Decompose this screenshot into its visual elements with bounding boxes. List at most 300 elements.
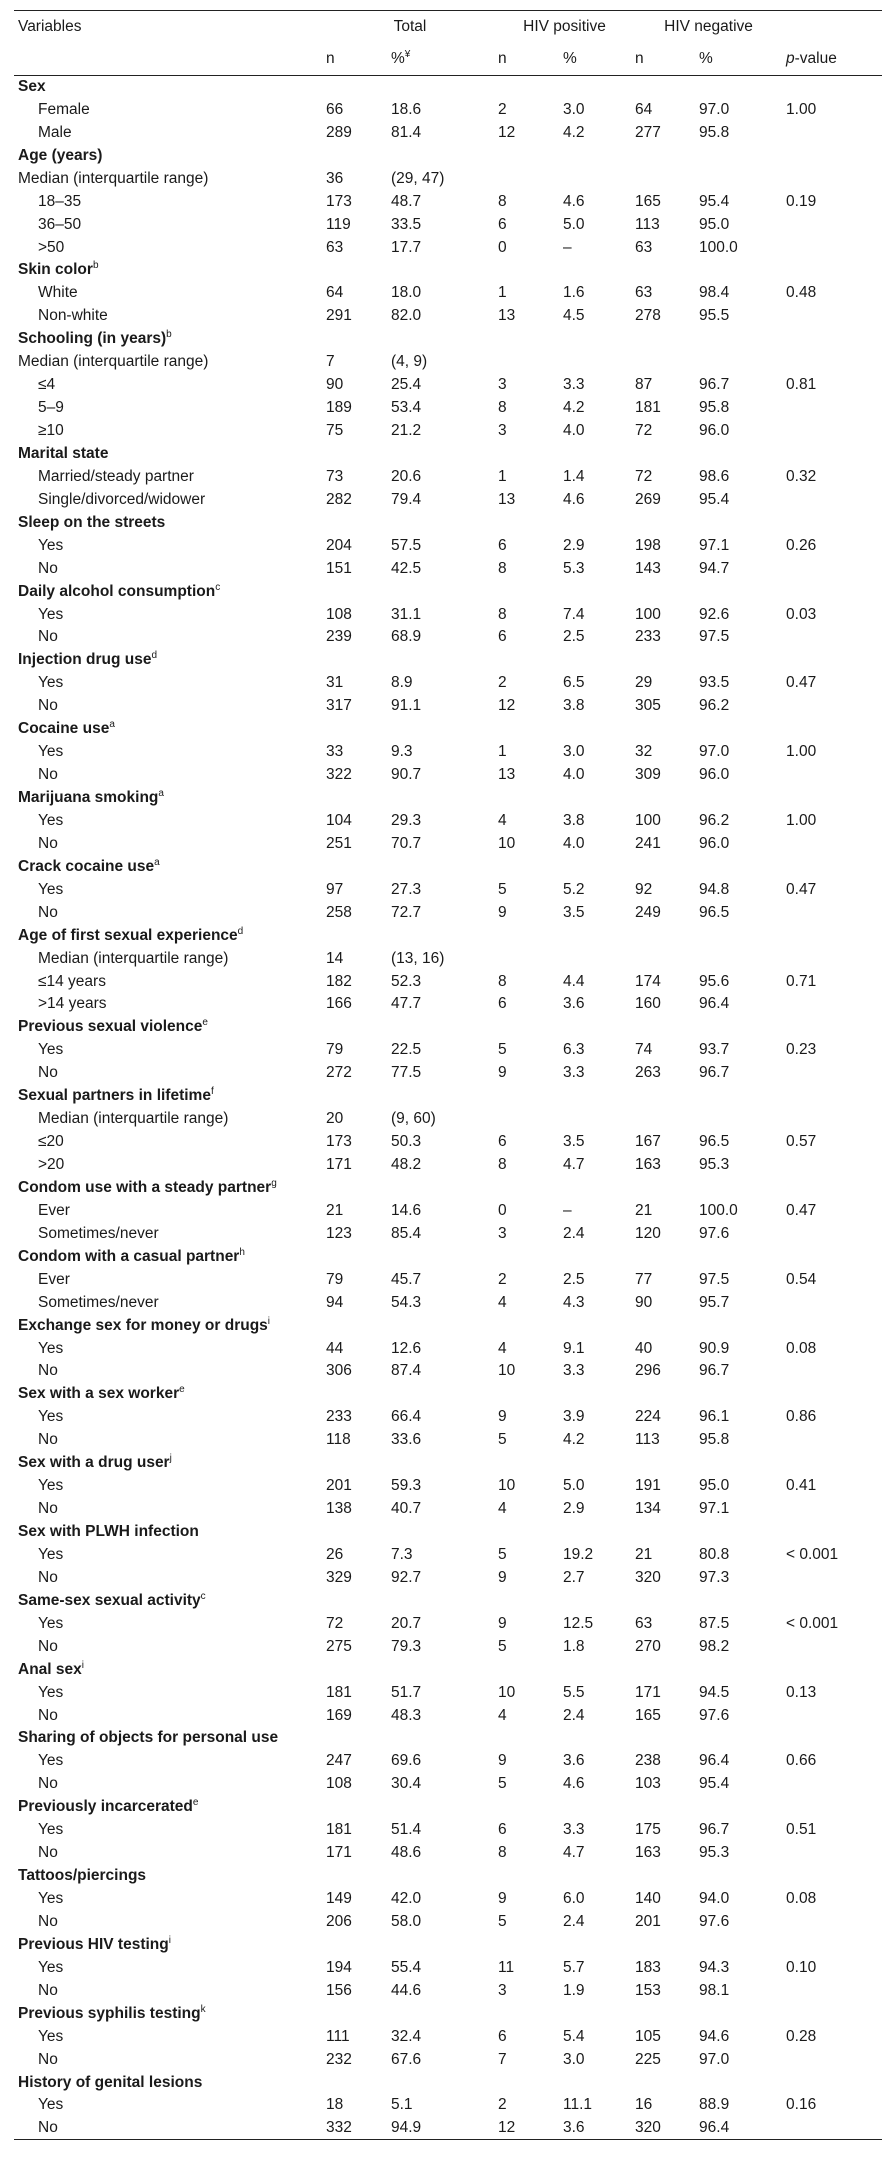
p-value-cell: 1.00 [786, 811, 817, 829]
table-row [14, 878, 882, 901]
row-label: ≤14 years [38, 972, 106, 990]
row-label: No [38, 559, 58, 577]
pvalue-suffix: -value [794, 49, 837, 67]
negative-pct-cell: 94.8 [699, 880, 730, 898]
row-label: Female [38, 100, 90, 118]
row-label: 18–35 [38, 192, 82, 210]
pvalue-italic-p: p [786, 49, 795, 67]
positive-n-cell: 4 [498, 1339, 507, 1357]
total-n-cell: 317 [326, 697, 352, 715]
positive-n-cell: 5 [498, 1041, 507, 1059]
section-label [14, 1314, 882, 1337]
row-label: Yes [38, 880, 64, 898]
section-label [14, 511, 882, 534]
positive-n-cell: 4 [498, 1293, 507, 1311]
positive-n-cell: 9 [498, 1614, 507, 1632]
negative-n-cell [631, 1108, 695, 1131]
positive-pct-cell: 2.9 [563, 1500, 585, 1518]
negative-n-header: n [631, 42, 695, 76]
section-label-text: Schooling (in years) [18, 330, 167, 348]
negative-n-cell: 21 [635, 1201, 653, 1219]
positive-n-cell: 8 [498, 399, 507, 417]
positive-n-cell: 0 [498, 238, 507, 256]
table-row [14, 947, 882, 970]
p-value-cell [782, 764, 882, 787]
positive-n-cell: 5 [498, 1637, 507, 1655]
positive-pct-cell: 3.3 [563, 376, 585, 394]
total-n-cell: 63 [326, 238, 344, 256]
total-n-cell: 151 [326, 559, 352, 577]
positive-pct-cell [559, 167, 631, 190]
footnote-marker: c [200, 1590, 206, 1602]
section-label-text: Tattoos/piercings [18, 1867, 147, 1885]
negative-pct-cell: 87.5 [699, 1614, 730, 1632]
section-label [14, 1933, 882, 1956]
total-n-cell: 149 [326, 1890, 352, 1908]
table-row [14, 1360, 882, 1383]
positive-pct-cell: 3.6 [563, 1752, 585, 1770]
total-pct-cell: 5.1 [391, 2096, 413, 2114]
positive-n-cell: 4 [498, 811, 507, 829]
negative-pct-cell: 98.2 [699, 1637, 730, 1655]
section-header-row [14, 1521, 882, 1544]
table-row [14, 236, 882, 259]
section-label-text: Cocaine use [18, 720, 110, 738]
row-label: Ever [38, 1201, 70, 1219]
table-row [14, 603, 882, 626]
negative-n-cell: 269 [635, 490, 661, 508]
total-n-header: n [322, 42, 387, 76]
section-header-row [14, 580, 882, 603]
table-row [14, 282, 882, 305]
negative-pct-cell: 96.2 [699, 811, 730, 829]
positive-pct-cell: 1.4 [563, 467, 585, 485]
section-label-text: Sex with PLWH infection [18, 1523, 199, 1541]
negative-pct-cell: 96.0 [699, 766, 730, 784]
positive-n-cell: 4 [498, 1500, 507, 1518]
section-header-row [14, 718, 882, 741]
total-pct-cell: 48.2 [391, 1156, 422, 1174]
negative-pct-cell: 100.0 [699, 238, 738, 256]
header-row-columns [14, 42, 882, 76]
negative-n-cell: 165 [635, 1706, 661, 1724]
section-header-row [14, 649, 882, 672]
p-value-cell [782, 993, 882, 1016]
section-label-text: Age (years) [18, 146, 103, 164]
p-value-cell [782, 2048, 882, 2071]
row-label: Yes [38, 2096, 64, 2114]
table-row [14, 1750, 882, 1773]
table-row [14, 993, 882, 1016]
positive-n-cell: 4 [498, 1706, 507, 1724]
hiv-positive-group-header: HIV positive [494, 11, 631, 43]
row-label: Sometimes/never [38, 1293, 159, 1311]
section-label-text: Exchange sex for money or drugs [18, 1316, 268, 1334]
table-row [14, 1406, 882, 1429]
total-n-cell: 206 [326, 1912, 352, 1930]
section-label [14, 1085, 882, 1108]
table-row [14, 488, 882, 511]
positive-pct-cell: 5.3 [563, 559, 585, 577]
positive-pct-cell: 2.5 [563, 628, 585, 646]
row-label: Single/divorced/widower [38, 490, 206, 508]
table-row [14, 1131, 882, 1154]
table-row [14, 1154, 882, 1177]
section-label-text: Sleep on the streets [18, 513, 166, 531]
row-label: No [38, 697, 58, 715]
total-n-cell: 291 [326, 307, 352, 325]
negative-pct-cell: 96.2 [699, 697, 730, 715]
total-pct-cell: 52.3 [391, 972, 422, 990]
positive-n-cell: 10 [498, 1683, 516, 1701]
negative-n-cell: 90 [635, 1293, 653, 1311]
section-label-text: Previously incarcerated [18, 1798, 193, 1816]
total-n-cell: 181 [326, 1683, 352, 1701]
total-pct-cell: 18.6 [391, 100, 422, 118]
table-row [14, 1062, 882, 1085]
footnote-marker: i [168, 1934, 171, 1946]
positive-pct-cell: 5.0 [563, 215, 585, 233]
section-label [14, 580, 882, 603]
total-n-cell: 64 [326, 284, 344, 302]
footnote-marker: d [151, 650, 158, 662]
section-header-row [14, 1589, 882, 1612]
row-label: No [38, 1362, 58, 1380]
positive-n-cell: 5 [498, 1775, 507, 1793]
p-value-cell [782, 397, 882, 420]
table-row [14, 764, 882, 787]
negative-n-cell: 140 [635, 1890, 661, 1908]
positive-n-cell: 6 [498, 2027, 507, 2045]
total-pct-label: % [391, 49, 405, 67]
footnote-marker: i [81, 1659, 84, 1671]
row-label: ≤20 [38, 1133, 64, 1151]
positive-n-cell: 7 [498, 2050, 507, 2068]
positive-n-cell: 6 [498, 995, 507, 1013]
table-row [14, 98, 882, 121]
footnote-marker: f [210, 1086, 214, 1098]
total-pct-cell: 32.4 [391, 2027, 422, 2045]
table-row [14, 420, 882, 443]
total-n-cell: 90 [326, 376, 344, 394]
row-label: Median (interquartile range) [38, 949, 229, 967]
negative-pct-cell: 90.9 [699, 1339, 730, 1357]
p-value-cell: 0.48 [786, 284, 817, 302]
total-pct-cell: 53.4 [391, 399, 422, 417]
total-n-cell: 75 [326, 422, 344, 440]
total-pct-cell: 17.7 [391, 238, 422, 256]
section-label-text: Age of first sexual experience [18, 926, 238, 944]
negative-pct-cell: 96.4 [699, 995, 730, 1013]
section-header-row [14, 1314, 882, 1337]
section-label [14, 1658, 882, 1681]
negative-pct-cell: 96.0 [699, 834, 730, 852]
positive-n-cell: 1 [498, 743, 507, 761]
p-value-cell: 0.86 [786, 1408, 817, 1426]
header-row-groups [14, 11, 882, 43]
p-value-cell [782, 1360, 882, 1383]
table-row [14, 190, 882, 213]
total-n-cell: 282 [326, 490, 352, 508]
p-value-cell [782, 1842, 882, 1865]
total-pct-cell: 77.5 [391, 1064, 422, 1082]
table-row [14, 1956, 882, 1979]
positive-n-cell: 5 [498, 880, 507, 898]
p-value-cell [782, 695, 882, 718]
positive-pct-cell: 5.4 [563, 2027, 585, 2045]
positive-pct-cell: 4.2 [563, 1431, 585, 1449]
positive-pct-cell: 5.5 [563, 1683, 585, 1701]
positive-pct-cell: 2.9 [563, 536, 585, 554]
positive-pct-cell: 5.2 [563, 880, 585, 898]
total-n-cell: 289 [326, 123, 352, 141]
footnote-marker: k [200, 2003, 206, 2015]
section-label [14, 1796, 882, 1819]
positive-n-cell: 13 [498, 490, 516, 508]
section-label [14, 1383, 882, 1406]
row-label: No [38, 1912, 58, 1930]
positive-pct-cell: 4.5 [563, 307, 585, 325]
section-header-row [14, 855, 882, 878]
total-n-cell: 204 [326, 536, 352, 554]
positive-pct-cell: 19.2 [563, 1545, 594, 1563]
positive-pct-cell: – [563, 238, 572, 256]
negative-pct-cell: 97.1 [699, 1500, 730, 1518]
footnote-marker: h [239, 1246, 245, 1258]
positive-pct-cell: 2.4 [563, 1706, 585, 1724]
table-row [14, 810, 882, 833]
p-value-cell: 1.00 [786, 743, 817, 761]
negative-n-cell: 63 [635, 284, 653, 302]
section-label [14, 855, 882, 878]
variables-header: Variables [14, 11, 322, 43]
total-pct-cell: 48.7 [391, 192, 422, 210]
table-row [14, 2117, 882, 2140]
positive-n-cell: 9 [498, 1752, 507, 1770]
total-n-cell: 247 [326, 1752, 352, 1770]
negative-n-cell: 201 [635, 1912, 661, 1930]
hiv-negative-group-header: HIV negative [631, 11, 782, 43]
positive-n-cell: 2 [498, 674, 507, 692]
negative-pct-cell: 98.4 [699, 284, 730, 302]
positive-pct-cell: 9.1 [563, 1339, 585, 1357]
section-header-row [14, 1865, 882, 1888]
total-pct-cell: 7.3 [391, 1545, 413, 1563]
negative-n-cell: 278 [635, 307, 661, 325]
negative-n-cell: 174 [635, 972, 661, 990]
positive-pct-cell: 3.5 [563, 903, 585, 921]
p-value-cell: 0.23 [786, 1041, 817, 1059]
row-label: 36–50 [38, 215, 82, 233]
positive-n-cell: 11 [498, 1958, 515, 1976]
table-row [14, 465, 882, 488]
positive-n-cell: 1 [498, 467, 507, 485]
table-row [14, 1888, 882, 1911]
p-value-cell: 0.32 [786, 467, 817, 485]
negative-pct-cell: 95.8 [699, 399, 730, 417]
section-label [14, 718, 882, 741]
total-n-cell: 44 [326, 1339, 344, 1357]
negative-pct-cell: 96.5 [699, 903, 730, 921]
total-n-cell: 20 [326, 1110, 344, 1128]
p-value-cell [782, 1635, 882, 1658]
section-header-row [14, 924, 882, 947]
row-label: Yes [38, 1890, 64, 1908]
positive-n-cell [494, 351, 559, 374]
section-header-row [14, 1658, 882, 1681]
positive-pct-cell: 2.4 [563, 1224, 585, 1242]
p-value-cell [782, 1062, 882, 1085]
p-value-cell: 0.41 [786, 1477, 817, 1495]
negative-n-cell: 63 [635, 1614, 653, 1632]
total-pct-cell: 91.1 [391, 697, 422, 715]
table-row [14, 1819, 882, 1842]
negative-pct-cell [695, 947, 782, 970]
total-n-cell: 123 [326, 1224, 352, 1242]
negative-n-cell: 100 [635, 605, 661, 623]
negative-pct-cell: 88.9 [699, 2096, 730, 2114]
section-label [14, 924, 882, 947]
section-label [14, 1589, 882, 1612]
section-label [14, 2071, 882, 2094]
total-pct-cell: 20.6 [391, 467, 422, 485]
negative-n-cell: 143 [635, 559, 661, 577]
total-pct-cell: 14.6 [391, 1201, 422, 1219]
table-row [14, 167, 882, 190]
negative-pct-header: % [695, 42, 782, 76]
negative-pct-cell: 98.1 [699, 1981, 730, 1999]
total-pct-cell: 31.1 [391, 605, 422, 623]
section-label-text: Previous syphilis testing [18, 2004, 201, 2022]
positive-n-header: n [494, 42, 559, 76]
row-label: Yes [38, 1477, 64, 1495]
table-row [14, 374, 882, 397]
negative-pct-cell: 95.4 [699, 490, 730, 508]
footnote-marker: b [166, 329, 172, 341]
footnote-marker: e [202, 1017, 208, 1029]
section-label [14, 1177, 882, 1200]
total-pct-cell: 69.6 [391, 1752, 422, 1770]
table-row [14, 2048, 882, 2071]
positive-n-cell: 12 [498, 697, 516, 715]
positive-pct-cell: 1.6 [563, 284, 585, 302]
total-n-cell: 119 [326, 215, 351, 233]
negative-pct-cell: 93.5 [699, 674, 730, 692]
positive-pct-cell: 4.0 [563, 766, 585, 784]
positive-pct-cell: 2.5 [563, 1270, 585, 1288]
negative-n-cell: 171 [635, 1683, 661, 1701]
positive-pct-cell [559, 947, 631, 970]
p-value-cell: < 0.001 [786, 1545, 839, 1563]
total-pct-cell: 55.4 [391, 1958, 422, 1976]
negative-pct-cell: 97.0 [699, 743, 730, 761]
total-pct-cell: 79.4 [391, 490, 422, 508]
p-value-cell [782, 1773, 882, 1796]
p-value-cell [782, 832, 882, 855]
total-pct-cell: 42.5 [391, 559, 422, 577]
section-label [14, 76, 882, 99]
total-pct-cell: 9.3 [391, 743, 413, 761]
total-n-cell: 36 [326, 169, 344, 187]
table-row [14, 1566, 882, 1589]
total-pct-cell: 82.0 [391, 307, 422, 325]
section-header-row [14, 2071, 882, 2094]
p-value-cell [782, 1979, 882, 2002]
negative-pct-cell: 94.3 [699, 1958, 730, 1976]
negative-pct-cell: 97.0 [699, 2050, 730, 2068]
total-n-cell: 239 [326, 628, 352, 646]
total-pct-cell: 42.0 [391, 1890, 422, 1908]
positive-n-cell: 13 [498, 307, 516, 325]
negative-pct-cell [695, 351, 782, 374]
positive-n-cell: 9 [498, 1064, 507, 1082]
positive-n-cell: 8 [498, 1844, 507, 1862]
p-value-cell: 0.71 [786, 972, 817, 990]
total-n-cell: 258 [326, 903, 352, 921]
total-n-cell: 329 [326, 1568, 352, 1586]
p-value-cell [782, 1108, 882, 1131]
footnote-marker: b [92, 260, 99, 272]
negative-n-cell: 163 [635, 1844, 661, 1862]
p-value-cell [782, 1429, 882, 1452]
table-row [14, 970, 882, 993]
total-pct-cell: 25.4 [391, 376, 422, 394]
row-label: 5–9 [38, 399, 64, 417]
total-n-cell: 21 [326, 1201, 344, 1219]
positive-pct-cell: 4.0 [563, 422, 585, 440]
p-value-cell: 0.03 [786, 605, 817, 623]
table-row [14, 1475, 882, 1498]
total-pct-cell: 40.7 [391, 1500, 422, 1518]
negative-pct-cell: 96.5 [699, 1133, 730, 1151]
total-n-cell: 14 [326, 949, 344, 967]
section-label-text: Skin color [18, 261, 93, 279]
table-row [14, 1222, 882, 1245]
row-label: No [38, 903, 58, 921]
section-label-text: Previous HIV testing [18, 1935, 169, 1953]
negative-n-cell: 134 [635, 1500, 661, 1518]
total-n-cell: 189 [326, 399, 352, 417]
p-value-cell: < 0.001 [786, 1614, 839, 1632]
total-pct-cell: 72.7 [391, 903, 422, 921]
negative-pct-cell: 95.4 [699, 1775, 730, 1793]
negative-n-cell: 120 [635, 1224, 661, 1242]
total-pct-cell: 92.7 [391, 1568, 422, 1586]
total-pct-cell: 50.3 [391, 1133, 422, 1151]
negative-n-cell: 32 [635, 743, 653, 761]
row-label: ≥10 [38, 422, 64, 440]
total-n-cell: 171 [326, 1844, 352, 1862]
footnote-marker: e [179, 1384, 185, 1396]
row-label: Yes [38, 1683, 64, 1701]
table-row [14, 351, 882, 374]
section-label [14, 1521, 882, 1544]
positive-n-cell [494, 167, 559, 190]
table-row [14, 1039, 882, 1062]
negative-n-cell: 167 [635, 1133, 661, 1151]
row-label: Yes [38, 743, 64, 761]
negative-n-cell: 198 [635, 536, 661, 554]
total-n-cell: 97 [326, 880, 344, 898]
total-pct-cell: 21.2 [391, 422, 422, 440]
section-label-text: Sex [18, 78, 46, 96]
row-label: Median (interquartile range) [18, 353, 209, 371]
negative-pct-cell: 96.0 [699, 422, 730, 440]
row-label: Yes [38, 536, 64, 554]
total-pct-cell: 67.6 [391, 2050, 422, 2068]
section-header-row [14, 1016, 882, 1039]
total-pct-header [387, 42, 494, 76]
